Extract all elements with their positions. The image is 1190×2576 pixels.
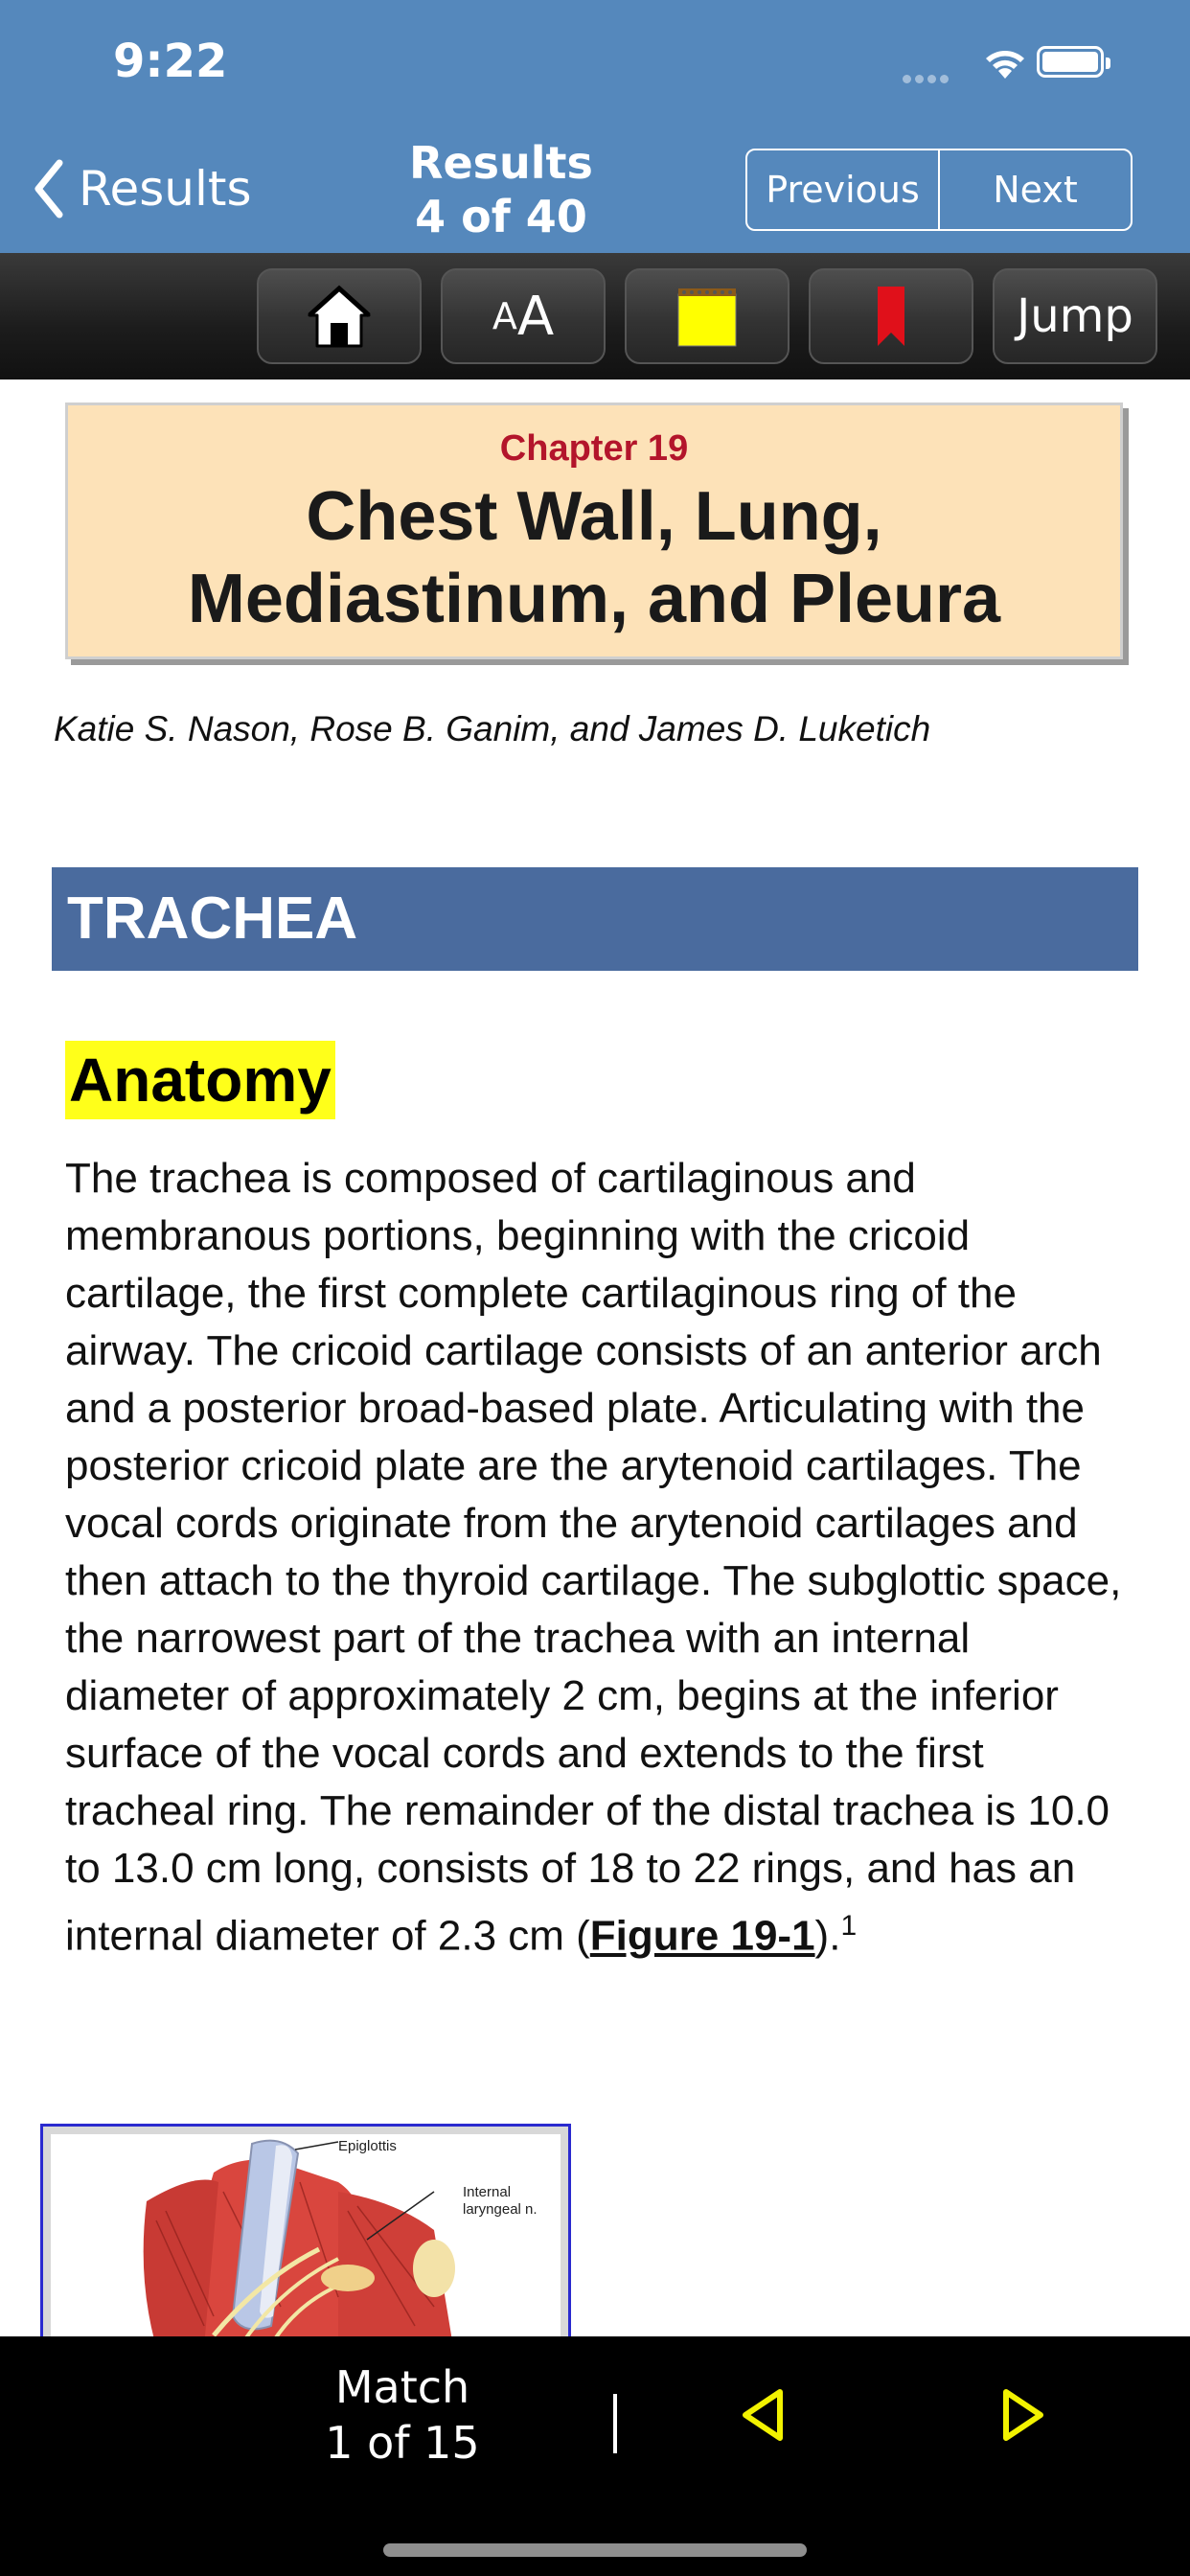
bookmark-button[interactable] bbox=[809, 268, 973, 364]
battery-icon bbox=[1037, 46, 1104, 78]
figure-image bbox=[51, 2134, 561, 2341]
page-title bbox=[364, 136, 638, 243]
chevron-left-icon bbox=[33, 159, 65, 218]
paragraph-end: ). bbox=[814, 1912, 841, 1960]
chapter-number: Chapter 19 bbox=[499, 428, 689, 469]
result-navigation-control bbox=[745, 149, 1133, 231]
jump-button[interactable]: Jump bbox=[993, 268, 1157, 364]
home-icon bbox=[306, 283, 373, 350]
subsection-heading: Anatomy bbox=[65, 1041, 335, 1119]
chapter-title bbox=[68, 475, 1120, 640]
figure-label-nerve-line1: Internal bbox=[463, 2184, 512, 2200]
body-paragraph bbox=[65, 1150, 1138, 1966]
home-button[interactable] bbox=[257, 268, 422, 364]
match-indicator bbox=[287, 2359, 517, 2471]
bookmark-icon bbox=[874, 285, 908, 348]
figure-link[interactable]: Figure 19-1 bbox=[589, 1912, 815, 1960]
match-label: Match bbox=[334, 2361, 470, 2413]
anatomy-illustration bbox=[51, 2134, 566, 2344]
wifi-icon bbox=[981, 42, 1029, 80]
signal-icon bbox=[903, 71, 952, 88]
figure-label-nerve-line2: laryngeal n. bbox=[463, 2201, 538, 2218]
navigation-bar bbox=[0, 0, 1190, 253]
font-small-glyph: A bbox=[492, 295, 517, 337]
next-button[interactable]: Next bbox=[938, 150, 1131, 229]
chapter-header bbox=[65, 402, 1123, 659]
previous-match-button[interactable] bbox=[740, 2386, 786, 2444]
status-time: 9:22 bbox=[113, 34, 228, 88]
figure-thumbnail[interactable] bbox=[40, 2124, 571, 2344]
search-match-bar bbox=[0, 2336, 1190, 2576]
previous-button[interactable]: Previous bbox=[766, 169, 920, 211]
paragraph-text: The trachea is composed of cartilaginous and membranous portions, beginning with the cricoid cartilage, the first complete cartilaginous ring of the airway. The cricoid cartilage consists of an anterior arch and a posterior broad-based plate. Articulating with the posterior cricoid plate are the arytenoid cartilages. The vocal cords originate from the arytenoid cartilages and then attach to the thyroid cartilage. The subglottic space, the narrowest part of the trachea with an internal diameter of approximately 2 cm, begins at the inferior surface of the vocal cords and extends to the first tracheal ring. The remainder of the distal trachea is 10.0 to 13.0 cm long, consists of 18 to 22 rings, and has an internal diameter of 2.3 cm ( bbox=[65, 1155, 1122, 1960]
page-title-line1: Results bbox=[409, 137, 593, 189]
divider bbox=[613, 2394, 617, 2453]
reader-toolbar bbox=[0, 253, 1190, 380]
chapter-title-line1: Chest Wall, Lung, bbox=[306, 478, 882, 555]
note-icon bbox=[675, 285, 740, 348]
page-title-line2: 4 of 40 bbox=[415, 191, 587, 242]
notes-button[interactable] bbox=[625, 268, 790, 364]
chapter-title-line2: Mediastinum, and Pleura bbox=[187, 561, 1001, 637]
back-button[interactable] bbox=[33, 155, 252, 222]
home-indicator bbox=[383, 2543, 807, 2557]
back-button-label: Results bbox=[79, 161, 252, 217]
next-match-button[interactable] bbox=[1000, 2386, 1046, 2444]
reference-marker[interactable]: 1 bbox=[840, 1910, 858, 1942]
match-count: 1 of 15 bbox=[325, 2417, 480, 2469]
status-icons bbox=[903, 42, 1190, 80]
font-big-glyph: A bbox=[516, 285, 555, 348]
font-size-button[interactable] bbox=[441, 268, 606, 364]
figure-label-epiglottis: Epiglottis bbox=[338, 2138, 397, 2154]
section-heading: TRACHEA bbox=[52, 867, 1138, 971]
chapter-authors: Katie S. Nason, Rose B. Ganim, and James D. Luketich bbox=[54, 709, 931, 748]
